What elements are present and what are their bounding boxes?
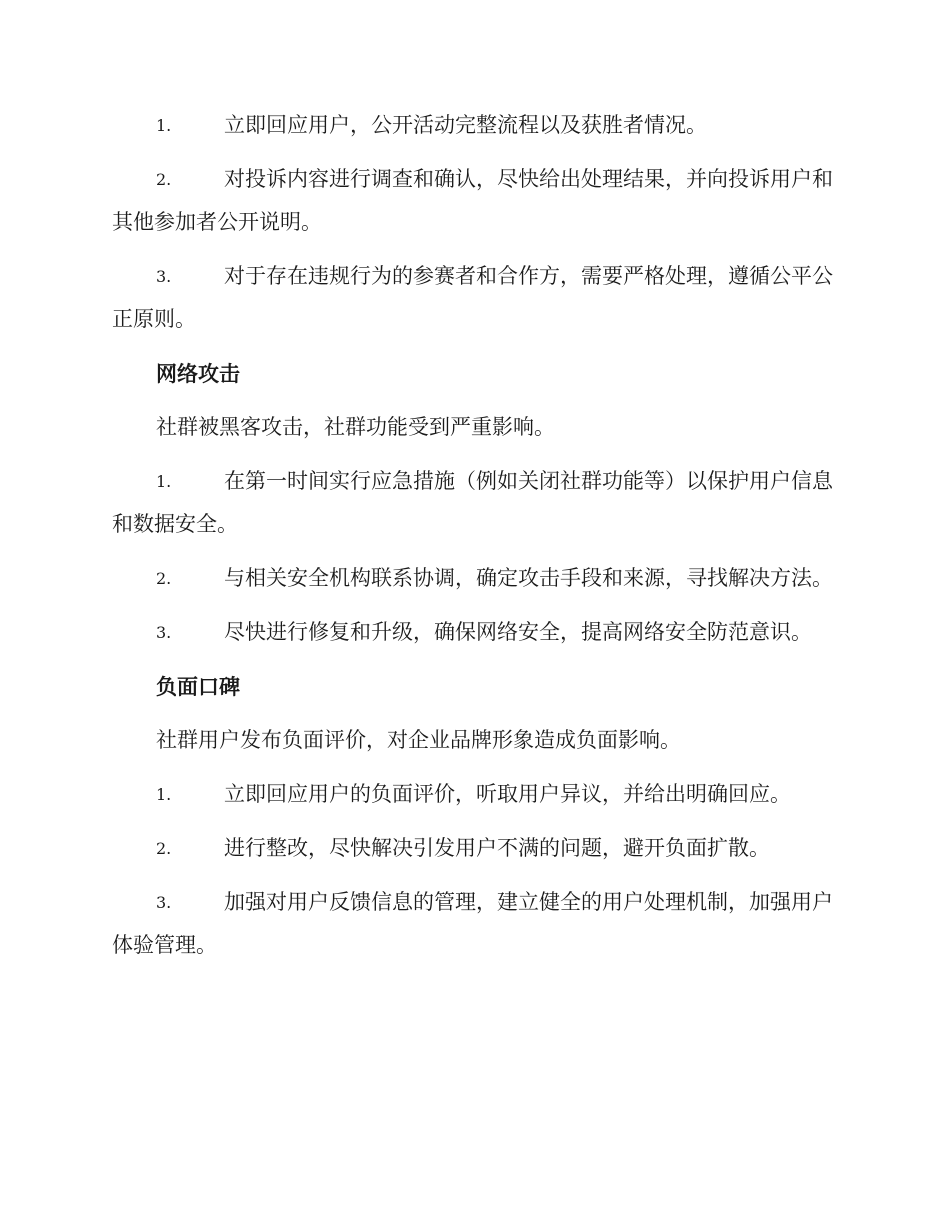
list-item-number: 2. <box>156 839 172 858</box>
section-heading-network-attack: 网络攻击 <box>156 361 240 386</box>
list-item-number: 1. <box>156 472 172 491</box>
document-page <box>112 104 834 978</box>
list-item-number: 2. <box>156 170 172 189</box>
list-item <box>112 773 834 816</box>
list-item-text: 对于存在违规行为的参赛者和合作方，需要严格处理，遵循公平公正原则。 <box>112 264 833 331</box>
list-item-text: 对投诉内容进行调查和确认，尽快给出处理结果，并向投诉用户和其他参加者公开说明。 <box>112 167 833 234</box>
list-item <box>112 827 834 870</box>
list-item-number: 1. <box>156 785 172 804</box>
list-item-number: 3. <box>156 267 172 286</box>
list-item-number: 2. <box>156 569 172 588</box>
list-item <box>112 255 834 341</box>
list-item <box>112 460 834 546</box>
list-item-text: 立即回应用户的负面评价，听取用户异议，并给出明确回应。 <box>224 782 791 806</box>
list-item <box>112 104 834 147</box>
list-item-text: 与相关安全机构联系协调，确定攻击手段和来源，寻找解决方法。 <box>224 566 833 590</box>
list-item-text: 加强对用户反馈信息的管理，建立健全的用户处理机制，加强用户体验管理。 <box>112 890 833 957</box>
list-item-number: 3. <box>156 623 172 642</box>
list-item-text: 立即回应用户，公开活动完整流程以及获胜者情况。 <box>224 113 707 137</box>
list-item-number: 1. <box>156 116 172 135</box>
list-item <box>112 881 834 967</box>
list-item-number: 3. <box>156 893 172 912</box>
list-item <box>112 557 834 600</box>
list-item-text: 尽快进行修复和升级，确保网络安全，提高网络安全防范意识。 <box>224 620 812 644</box>
section-heading-negative-reputation: 负面口碑 <box>156 674 240 699</box>
list-item <box>112 158 834 244</box>
section-description: 社群用户发布负面评价，对企业品牌形象造成负面影响。 <box>156 728 681 752</box>
list-item-text: 在第一时间实行应急措施（例如关闭社群功能等）以保护用户信息和数据安全。 <box>112 469 833 536</box>
list-item-text: 进行整改，尽快解决引发用户不满的问题，避开负面扩散。 <box>224 836 770 860</box>
section-description: 社群被黑客攻击，社群功能受到严重影响。 <box>156 415 555 439</box>
list-item <box>112 611 834 654</box>
